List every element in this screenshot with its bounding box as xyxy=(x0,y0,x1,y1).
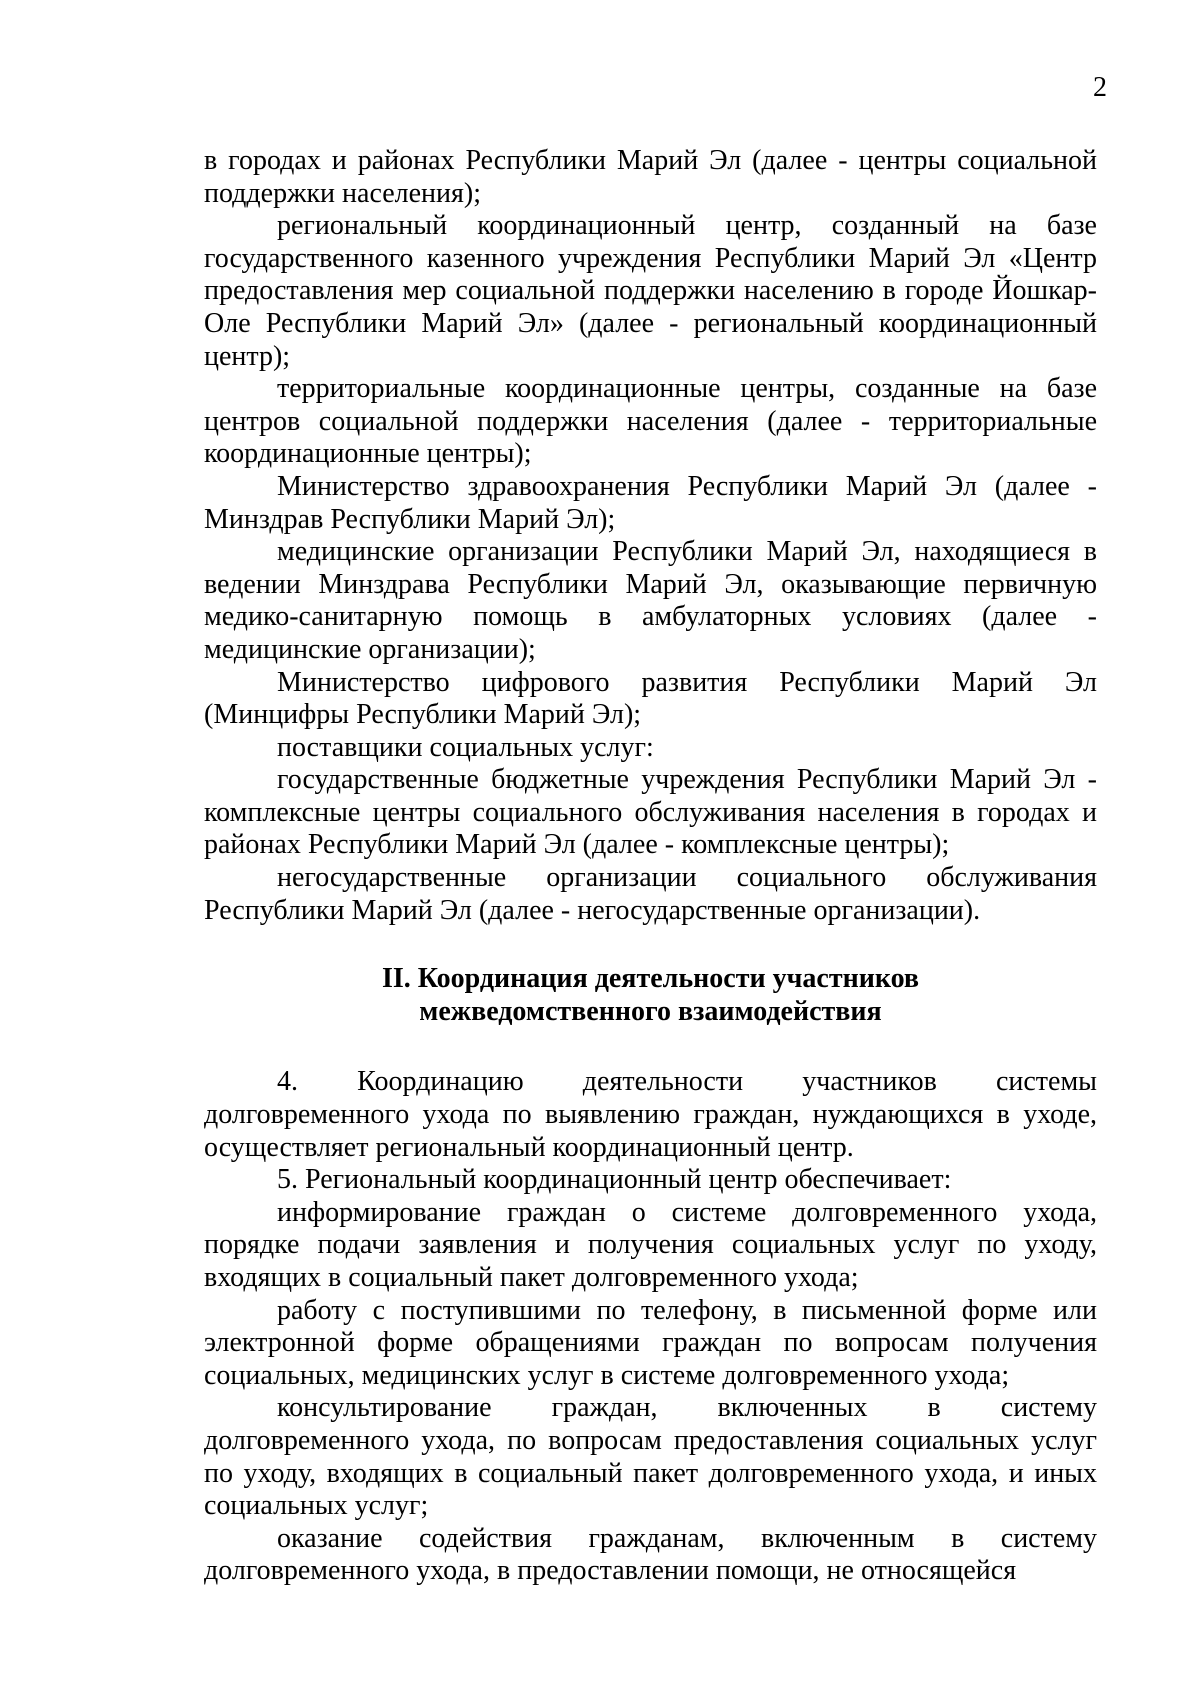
paragraph: территориальные координационные центры, созданные на базе центров социальной поддержки населения (далее - территориальные координационные центры); xyxy=(204,373,1097,470)
paragraph: оказание содействия гражданам, включенным в систему долговременного ухода, в предоставлении помощи, не относящейся xyxy=(204,1522,1097,1587)
paragraph: консультирование граждан, включенных в систему долговременного ухода, по вопросам предоставления социальных услуг по уходу, входящих в социальный пакет долговременного ухода, и иных социальных услуг; xyxy=(204,1392,1097,1522)
section-heading-line: II. Координация деятельности участников xyxy=(381,963,920,995)
document-body xyxy=(204,145,1097,1588)
section-heading-line: межведомственного взаимодействия xyxy=(419,995,882,1027)
paragraph: 5. Региональный координационный центр обеспечивает: xyxy=(277,1164,952,1196)
paragraph: Министерство здравоохранения Республики Марий Эл (далее - Минздрав Республики Марий Эл); xyxy=(204,470,1097,535)
paragraph: 4. Координацию деятельности участников системы долговременного ухода по выявлению граждан, нуждающихся в уходе, осуществляет региональный координационный центр. xyxy=(204,1066,1097,1163)
paragraph: медицинские организации Республики Марий Эл, находящиеся в ведении Минздрава Республики Марий Эл, оказывающие первичную медико-санитарную помощь в амбулаторных условиях (далее - медицинские организации); xyxy=(204,536,1097,665)
section-heading xyxy=(204,963,1097,1028)
paragraph: работу с поступившими по телефону, в письменной форме или электронной форме обращениями граждан по вопросам получения социальных, медицинских услуг в системе долговременного ухода; xyxy=(204,1294,1097,1391)
paragraph: поставщики социальных услуг: xyxy=(277,731,654,763)
paragraph: государственные бюджетные учреждения Республики Марий Эл - комплексные центры социального обслуживания населения в городах и районах Республики Марий Эл (далее - комплексные центры); xyxy=(204,764,1097,861)
paragraph: в городах и районах Республики Марий Эл (далее - центры социальной поддержки населения); xyxy=(204,145,1097,209)
paragraph: региональный координационный центр, созданный на базе государственного казенного учреждения Республики Марий Эл «Центр предоставления мер социальной поддержки населению в городе Йошкар-Оле Республики Марий Эл» (далее - региональный координационный центр); xyxy=(204,210,1097,372)
paragraph: информирование граждан о системе долговременного ухода, порядке подачи заявления и получения социальных услуг по уходу, входящих в социальный пакет долговременного ухода; xyxy=(204,1196,1097,1293)
page-number: 2 xyxy=(1093,72,1107,103)
paragraph: Министерство цифрового развития Республики Марий Эл (Минцифры Республики Марий Эл); xyxy=(204,666,1097,731)
paragraph: негосударственные организации социального обслуживания Республики Марий Эл (далее - негосударственные организации). xyxy=(204,862,1097,926)
